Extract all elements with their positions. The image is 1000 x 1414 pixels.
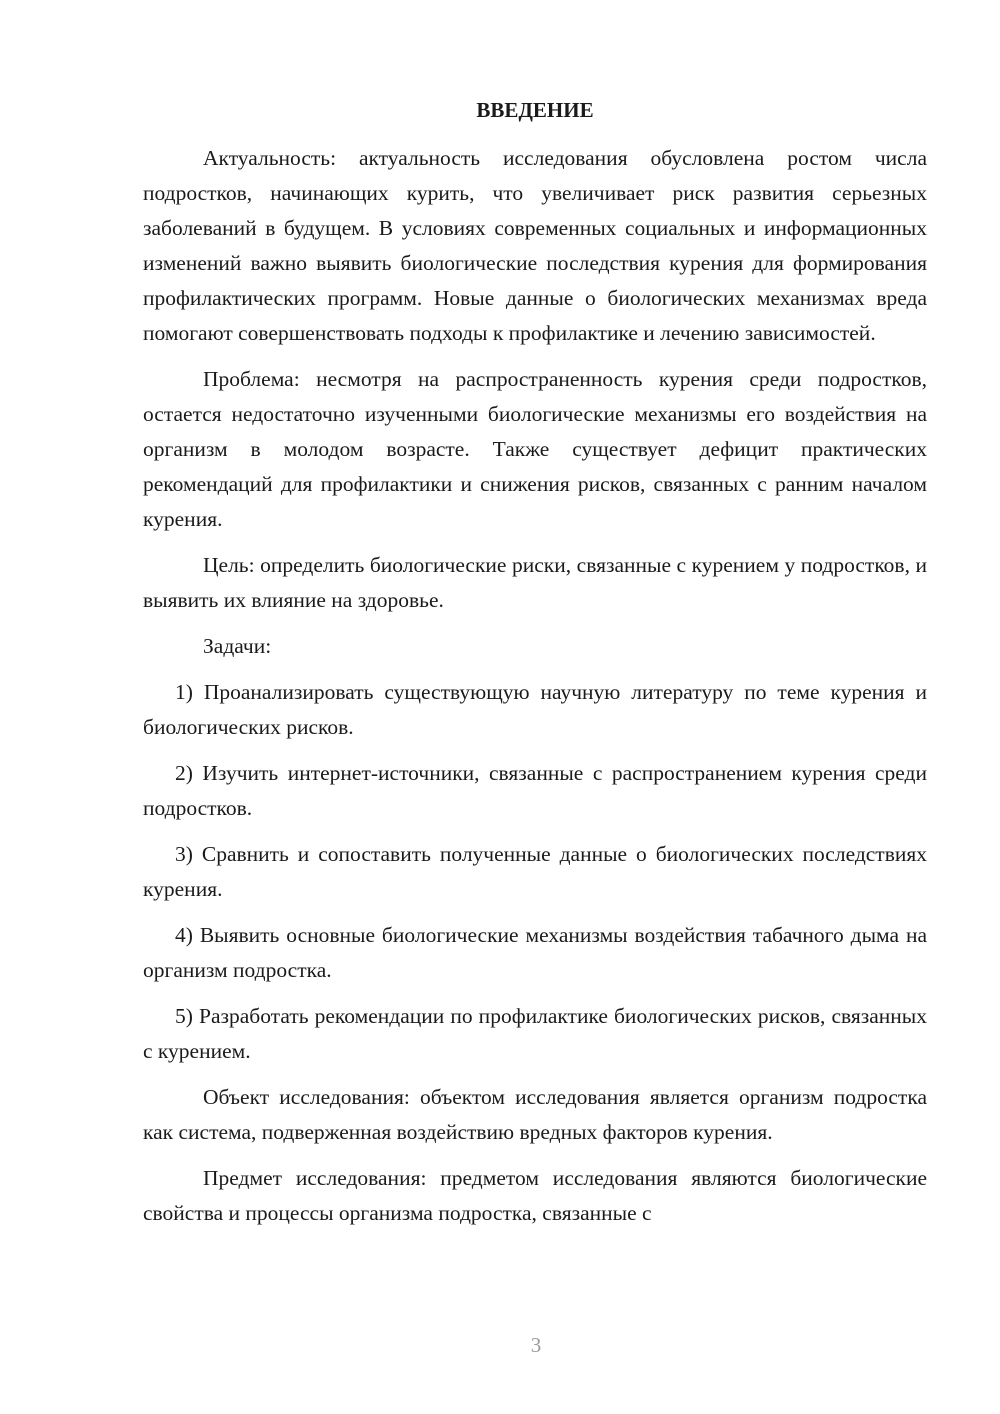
task-item-4: 4) Выявить основные биологические механизмы воздействия табачного дыма на организм подростка.: [143, 923, 927, 982]
task-item-1: 1) Проанализировать существующую научную литературу по теме курения и биологических рисков.: [143, 680, 927, 739]
task-item-5: 5) Разработать рекомендации по профилактике биологических рисков, связанных с курением.: [143, 1004, 927, 1063]
tasks-heading: Задачи:: [203, 634, 272, 658]
document-page: [143, 93, 927, 1242]
section-title: ВВЕДЕНИЕ: [476, 98, 594, 122]
task-item-2: 2) Изучить интернет-источники, связанные с распространением курения среди подростков.: [143, 761, 927, 820]
relevance-paragraph: Актуальность: актуальность исследования обусловлена ростом числа подростков, начинающих курить, что увеличивает риск развития серьезных заболеваний в будущем. В условиях современных социальных и информационных изменений важно выявить биологические последствия курения для формирования профилактических программ. Новые данные о биологических механизмах вреда помогают совершенствовать подходы к профилактике и лечению зависимостей.: [143, 146, 927, 345]
page-number: 3: [530, 1333, 542, 1357]
object-paragraph: Объект исследования: объектом исследования является организм подростка как система, подверженная воздействию вредных факторов курения.: [143, 1085, 927, 1144]
problem-paragraph: Проблема: несмотря на распространенность курения среди подростков, остается недостаточно изученными биологические механизмы его воздействия на организм в молодом возрасте. Также существует дефицит практических рекомендаций для профилактики и снижения рисков, связанных с ранним началом курения.: [143, 367, 927, 531]
task-item-3: 3) Сравнить и сопоставить полученные данные о биологических последствиях курения.: [143, 842, 927, 901]
goal-paragraph: Цель: определить биологические риски, связанные с курением у подростков, и выявить их влияние на здоровье.: [143, 553, 927, 612]
subject-paragraph: Предмет исследования: предметом исследования являются биологические свойства и процессы организма подростка, связанные с: [143, 1166, 927, 1225]
